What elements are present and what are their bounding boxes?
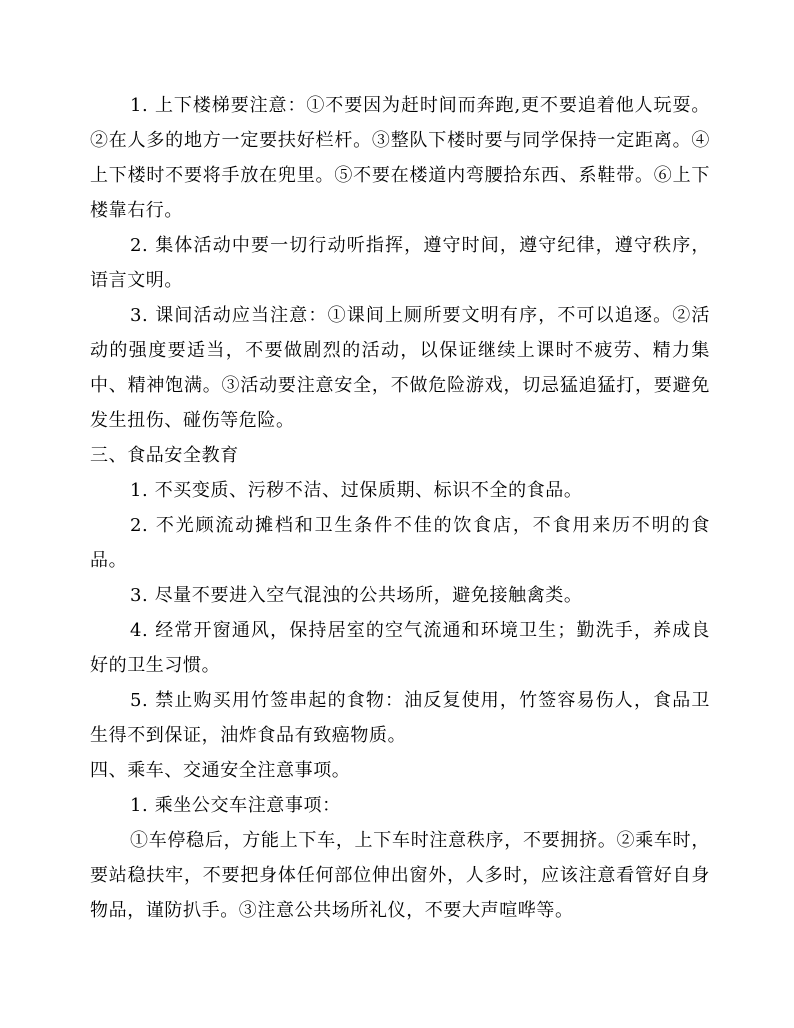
paragraph-group-activity: 2. 集体活动中要一切行动听指挥，遵守时间，遵守纪律，遵守秩序，语言文明。	[90, 235, 710, 291]
paragraph-food-5: 5. 禁止购买用竹签串起的食物：油反复使用，竹签容易伤人，食品卫生得不到保证，油炸食品有致癌物质。	[90, 690, 710, 746]
paragraph-recess-activity: 3. 课间活动应当注意：①课间上厕所要文明有序，不可以追逐。②活动的强度要适当，不要做剧烈的活动，以保证继续上课时不疲劳、精力集中、精神饱满。③活动要注意安全，不做危险游戏，切忌猛追猛打，要避免发生扭伤、碰伤等危险。	[90, 305, 710, 431]
paragraph-bus-title: 1. 乘坐公交车注意事项：	[130, 795, 341, 816]
paragraph-food-3: 3. 尽量不要进入空气混浊的公共场所，避免接触禽类。	[130, 585, 583, 606]
section-heading-food-safety: 三、食品安全教育	[90, 445, 239, 466]
document-body	[90, 88, 710, 928]
section-heading-transport-safety: 四、乘车、交通安全注意事项。	[90, 760, 351, 781]
paragraph-stairs-safety: 1. 上下楼梯要注意：①不要因为赶时间而奔跑,更不要追着他人玩耍。②在人多的地方一定要扶好栏杆。③整队下楼时要与同学保持一定距离。④上下楼时不要将手放在兜里。⑤不要在楼道内弯腰拾东西、系鞋带。⑥上下楼靠右行。	[90, 95, 710, 221]
paragraph-food-2: 2. 不光顾流动摊档和卫生条件不佳的饮食店，不食用来历不明的食品。	[90, 515, 710, 571]
paragraph-food-4: 4. 经常开窗通风，保持居室的空气流通和环境卫生；勤洗手，养成良好的卫生习惯。	[90, 620, 710, 676]
paragraph-bus-rules: ①车停稳后，方能上下车，上下车时注意秩序，不要拥挤。②乘车时，要站稳扶牢，不要把身体任何部位伸出窗外，人多时，应该注意看管好自身物品，谨防扒手。③注意公共场所礼仪，不要大声喧哗等。	[90, 830, 710, 921]
paragraph-food-1: 1. 不买变质、污秽不洁、过保质期、标识不全的食品。	[130, 480, 583, 501]
